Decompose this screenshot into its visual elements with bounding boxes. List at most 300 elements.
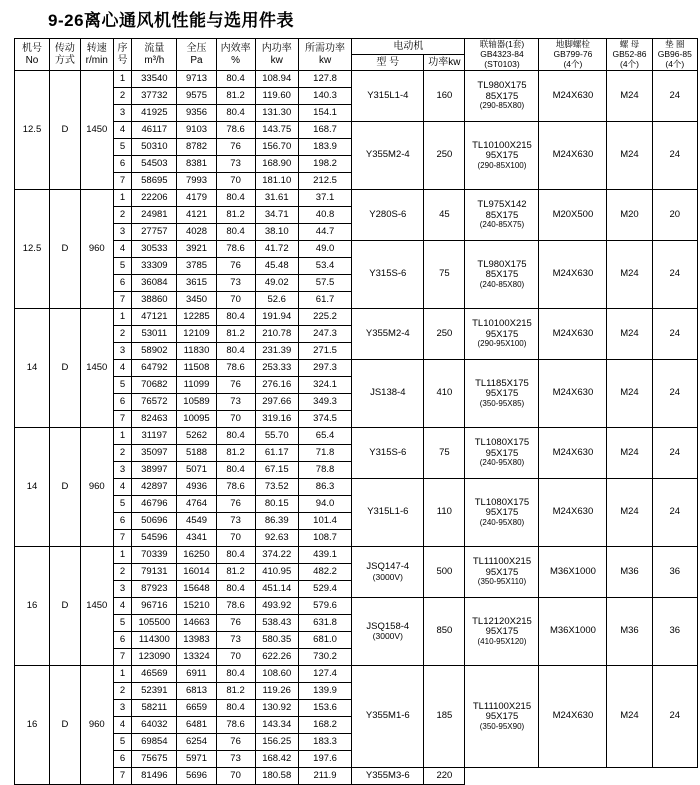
cell-flow: 53011 (132, 326, 177, 343)
cell-efficiency: 80.4 (216, 190, 255, 207)
fan-performance-table (14, 38, 698, 785)
cell-pressure: 5071 (177, 462, 216, 479)
cell-pressure: 5188 (177, 445, 216, 462)
cell-required-power: 139.9 (298, 683, 351, 700)
th-speed-l2: r/min (85, 54, 108, 66)
cell-coupling (465, 360, 539, 428)
th-pressure (177, 39, 216, 71)
coupling-size: 95X175 (485, 507, 519, 519)
cell-pressure: 9575 (177, 88, 216, 105)
cell-efficiency: 78.6 (216, 241, 255, 258)
cell-inner-power: 119.26 (255, 683, 298, 700)
cell-seq: 2 (113, 207, 132, 224)
cell-pressure: 15648 (177, 581, 216, 598)
cell-inner-power: 276.16 (255, 377, 298, 394)
cell-anchor-bolt: M24X630 (539, 241, 607, 309)
coupling-detail: (410-95X120) (477, 636, 527, 646)
cell-efficiency: 80.4 (216, 581, 255, 598)
cell-pressure: 4179 (177, 190, 216, 207)
cell-required-power: 37.1 (298, 190, 351, 207)
cell-speed: 1450 (80, 547, 113, 666)
cell-required-power: 374.5 (298, 411, 351, 428)
cell-required-power: 349.3 (298, 394, 351, 411)
cell-required-power: 529.4 (298, 581, 351, 598)
cell-required-power: 212.5 (298, 173, 351, 190)
cell-anchor-bolt: M24X630 (539, 360, 607, 428)
cell-flow: 46796 (132, 496, 177, 513)
cell-nut: M36 (607, 547, 652, 598)
th-speed (80, 39, 113, 71)
cell-efficiency: 73 (216, 156, 255, 173)
coupling-type: TL1080X175 (474, 437, 530, 449)
cell-efficiency: 80.4 (216, 666, 255, 683)
cell-washer: 24 (652, 428, 697, 479)
th-machine-no-l2: No (25, 54, 39, 66)
cell-required-power: 211.9 (298, 768, 351, 785)
coupling-size: 85X175 (485, 90, 519, 102)
table-row (15, 122, 698, 139)
cell-drive: D (49, 309, 80, 428)
th-coupling-group (465, 39, 539, 71)
cell-anchor-bolt: M24X630 (539, 71, 607, 122)
cell-flow: 31197 (132, 428, 177, 445)
th-speed-l1: 转速 (86, 43, 107, 55)
cell-seq: 1 (113, 428, 132, 445)
coupling-size: 95X175 (485, 388, 519, 400)
cell-inner-power: 253.33 (255, 360, 298, 377)
cell-required-power: 140.3 (298, 88, 351, 105)
cell-pressure: 4121 (177, 207, 216, 224)
cell-inner-power: 38.10 (255, 224, 298, 241)
cell-coupling (465, 71, 539, 122)
cell-washer: 24 (652, 360, 697, 428)
cell-seq: 7 (113, 649, 132, 666)
cell-pressure: 6813 (177, 683, 216, 700)
coupling-detail: (240-95X80) (479, 517, 525, 527)
th-motor-model: 型 号 (352, 55, 424, 71)
th-washer-l2: GB96-85 (657, 48, 692, 59)
cell-inner-power: 143.75 (255, 122, 298, 139)
cell-efficiency: 70 (216, 292, 255, 309)
cell-pressure: 6659 (177, 700, 216, 717)
cell-washer: 24 (652, 666, 697, 768)
cell-inner-power: 55.70 (255, 428, 298, 445)
cell-efficiency: 73 (216, 751, 255, 768)
cell-motor-power: 500 (424, 547, 465, 598)
motor-model-line: JSQ158-4 (366, 620, 410, 632)
cell-motor-power: 220 (424, 768, 465, 785)
cell-required-power: 153.6 (298, 700, 351, 717)
cell-inner-power: 61.17 (255, 445, 298, 462)
cell-motor-power: 45 (424, 190, 465, 241)
cell-motor-power: 250 (424, 122, 465, 190)
cell-speed: 960 (80, 666, 113, 785)
cell-inner-power: 210.78 (255, 326, 298, 343)
cell-pressure: 6481 (177, 717, 216, 734)
cell-efficiency: 81.2 (216, 207, 255, 224)
cell-flow: 50310 (132, 139, 177, 156)
table-row (15, 547, 698, 564)
cell-motor-power: 75 (424, 241, 465, 309)
cell-machine-no: 12.5 (15, 71, 50, 190)
coupling-size: 95X175 (485, 711, 519, 723)
cell-efficiency: 81.2 (216, 88, 255, 105)
cell-seq: 2 (113, 326, 132, 343)
cell-motor-model (352, 547, 424, 598)
cell-flow: 24981 (132, 207, 177, 224)
cell-seq: 6 (113, 513, 132, 530)
cell-required-power: 198.2 (298, 156, 351, 173)
cell-flow: 54503 (132, 156, 177, 173)
cell-nut: M24 (607, 666, 652, 768)
cell-efficiency: 80.4 (216, 343, 255, 360)
cell-efficiency: 70 (216, 768, 255, 785)
cell-pressure: 10095 (177, 411, 216, 428)
cell-seq: 3 (113, 700, 132, 717)
cell-required-power: 183.9 (298, 139, 351, 156)
cell-anchor-bolt: M36X1000 (539, 547, 607, 598)
cell-seq: 5 (113, 377, 132, 394)
cell-anchor-bolt: M24X630 (539, 122, 607, 190)
coupling-detail: (240-85X75) (479, 220, 525, 230)
cell-required-power: 247.3 (298, 326, 351, 343)
cell-motor-model (352, 122, 424, 190)
cell-motor-model (352, 479, 424, 547)
cell-motor-power: 850 (424, 598, 465, 666)
cell-required-power: 65.4 (298, 428, 351, 445)
th-machine-no-l1: 机号 (21, 43, 42, 55)
cell-required-power: 49.0 (298, 241, 351, 258)
cell-efficiency: 76 (216, 377, 255, 394)
cell-flow: 58695 (132, 173, 177, 190)
cell-coupling (465, 428, 539, 479)
cell-drive: D (49, 71, 80, 190)
coupling-type: TL10100X215 (472, 318, 532, 330)
cell-pressure: 16250 (177, 547, 216, 564)
cell-pressure: 5696 (177, 768, 216, 785)
cell-inner-power: 108.94 (255, 71, 298, 88)
cell-flow: 33540 (132, 71, 177, 88)
cell-flow: 54596 (132, 530, 177, 547)
cell-flow: 96716 (132, 598, 177, 615)
cell-pressure: 9356 (177, 105, 216, 122)
cell-pressure: 4341 (177, 530, 216, 547)
cell-required-power: 44.7 (298, 224, 351, 241)
cell-seq: 5 (113, 258, 132, 275)
cell-pressure: 8782 (177, 139, 216, 156)
cell-required-power: 183.3 (298, 734, 351, 751)
cell-flow: 50696 (132, 513, 177, 530)
cell-flow: 33309 (132, 258, 177, 275)
cell-coupling (465, 547, 539, 598)
cell-washer: 36 (652, 598, 697, 666)
cell-inner-power: 143.34 (255, 717, 298, 734)
coupling-type: TL11100X215 (472, 556, 532, 568)
cell-seq: 7 (113, 768, 132, 785)
cell-efficiency: 76 (216, 258, 255, 275)
cell-efficiency: 76 (216, 734, 255, 751)
cell-flow: 52391 (132, 683, 177, 700)
coupling-type: TL975X142 (477, 199, 527, 211)
cell-required-power: 579.6 (298, 598, 351, 615)
cell-flow: 47121 (132, 309, 177, 326)
cell-seq: 1 (113, 190, 132, 207)
cell-motor-power: 110 (424, 479, 465, 547)
cell-pressure: 4549 (177, 513, 216, 530)
motor-model-line: Y355M1-6 (365, 710, 410, 722)
cell-pressure: 6911 (177, 666, 216, 683)
cell-flow: 123090 (132, 649, 177, 666)
th-efficiency (216, 39, 255, 71)
cell-required-power: 197.6 (298, 751, 351, 768)
cell-inner-power: 180.58 (255, 768, 298, 785)
table-row (15, 309, 698, 326)
cell-inner-power: 191.94 (255, 309, 298, 326)
cell-inner-power: 73.52 (255, 479, 298, 496)
cell-efficiency: 78.6 (216, 122, 255, 139)
table-row (15, 190, 698, 207)
cell-required-power: 57.5 (298, 275, 351, 292)
motor-model-line: JS138-4 (370, 387, 406, 399)
cell-seq: 6 (113, 751, 132, 768)
cell-efficiency: 73 (216, 275, 255, 292)
th-required-power-l2: kw (318, 54, 332, 66)
coupling-type: TL1185X175 (475, 377, 529, 389)
cell-inner-power: 168.90 (255, 156, 298, 173)
cell-inner-power: 130.92 (255, 700, 298, 717)
cell-pressure: 11099 (177, 377, 216, 394)
cell-efficiency: 70 (216, 649, 255, 666)
th-drive-l2: 方式 (54, 54, 75, 66)
cell-seq: 1 (113, 547, 132, 564)
cell-required-power: 40.8 (298, 207, 351, 224)
cell-motor-power: 160 (424, 71, 465, 122)
cell-motor-power: 250 (424, 309, 465, 360)
cell-inner-power: 231.39 (255, 343, 298, 360)
cell-required-power: 94.0 (298, 496, 351, 513)
cell-required-power: 127.4 (298, 666, 351, 683)
cell-flow: 58902 (132, 343, 177, 360)
cell-required-power: 631.8 (298, 615, 351, 632)
cell-flow: 70682 (132, 377, 177, 394)
cell-motor-power: 75 (424, 428, 465, 479)
cell-efficiency: 80.4 (216, 700, 255, 717)
cell-seq: 3 (113, 105, 132, 122)
cell-efficiency: 80.4 (216, 547, 255, 564)
cell-motor-power: 185 (424, 666, 465, 768)
cell-motor-model (352, 428, 424, 479)
cell-efficiency: 81.2 (216, 564, 255, 581)
cell-inner-power: 31.61 (255, 190, 298, 207)
cell-inner-power: 108.60 (255, 666, 298, 683)
cell-pressure: 12109 (177, 326, 216, 343)
cell-drive: D (49, 547, 80, 666)
cell-required-power: 225.2 (298, 309, 351, 326)
cell-nut: M20 (607, 190, 652, 241)
cell-efficiency: 76 (216, 496, 255, 513)
coupling-type: TL12120X215 (472, 615, 532, 627)
cell-efficiency: 80.4 (216, 105, 255, 122)
cell-seq: 2 (113, 88, 132, 105)
cell-seq: 7 (113, 173, 132, 190)
th-motor-group: 电动机 (352, 39, 465, 55)
cell-pressure: 4936 (177, 479, 216, 496)
motor-model-line: Y315S-6 (369, 446, 407, 458)
cell-anchor-bolt: M24X630 (539, 309, 607, 360)
cell-pressure: 14663 (177, 615, 216, 632)
cell-machine-no: 14 (15, 309, 50, 428)
cell-seq: 7 (113, 292, 132, 309)
cell-seq: 5 (113, 615, 132, 632)
cell-flow: 105500 (132, 615, 177, 632)
cell-nut: M24 (607, 241, 652, 309)
cell-motor-model (352, 71, 424, 122)
cell-inner-power: 49.02 (255, 275, 298, 292)
cell-seq: 5 (113, 496, 132, 513)
cell-seq: 2 (113, 564, 132, 581)
table-head (15, 39, 698, 71)
cell-required-power: 86.3 (298, 479, 351, 496)
cell-efficiency: 81.2 (216, 445, 255, 462)
page-title: 9-26离心通风机性能与选用件表 (48, 11, 295, 30)
cell-flow: 79131 (132, 564, 177, 581)
cell-coupling (465, 598, 539, 666)
cell-inner-power: 538.43 (255, 615, 298, 632)
table-row (15, 241, 698, 258)
cell-pressure: 3785 (177, 258, 216, 275)
th-coupling-l3: (ST0103) (484, 58, 520, 69)
cell-pressure: 9713 (177, 71, 216, 88)
cell-inner-power: 45.48 (255, 258, 298, 275)
cell-coupling (465, 122, 539, 190)
th-nut-group (607, 39, 652, 71)
cell-seq: 3 (113, 581, 132, 598)
th-required-power-l1: 所需功率 (305, 43, 346, 55)
cell-inner-power: 156.70 (255, 139, 298, 156)
cell-speed: 1450 (80, 309, 113, 428)
cell-efficiency: 78.6 (216, 360, 255, 377)
cell-efficiency: 80.4 (216, 309, 255, 326)
cell-required-power: 108.7 (298, 530, 351, 547)
cell-inner-power: 181.10 (255, 173, 298, 190)
cell-anchor-bolt: M24X630 (539, 666, 607, 768)
cell-pressure: 11508 (177, 360, 216, 377)
cell-pressure: 3615 (177, 275, 216, 292)
cell-flow: 38860 (132, 292, 177, 309)
cell-inner-power: 80.15 (255, 496, 298, 513)
cell-seq: 4 (113, 241, 132, 258)
cell-pressure: 3450 (177, 292, 216, 309)
coupling-type: TL1080X175 (474, 496, 530, 508)
cell-coupling (465, 190, 539, 241)
cell-efficiency: 76 (216, 615, 255, 632)
th-seq (113, 39, 132, 71)
th-drive-l1: 传动 (54, 43, 75, 55)
cell-flow: 27757 (132, 224, 177, 241)
th-inner-power-l1: 内功率 (261, 43, 292, 55)
th-efficiency-l2: % (231, 54, 241, 66)
cell-seq: 3 (113, 343, 132, 360)
coupling-type: TL980X175 (477, 258, 527, 270)
cell-seq: 6 (113, 275, 132, 292)
th-nut-l3: (4个) (620, 58, 639, 69)
cell-seq: 4 (113, 479, 132, 496)
motor-model-line: Y280S-6 (369, 208, 407, 220)
cell-seq: 6 (113, 156, 132, 173)
th-washer-group (652, 39, 697, 71)
cell-flow: 76572 (132, 394, 177, 411)
coupling-size: 95X175 (485, 150, 519, 162)
cell-seq: 5 (113, 734, 132, 751)
motor-model-line: Y315S-6 (369, 268, 407, 280)
cell-pressure: 13983 (177, 632, 216, 649)
coupling-type: TL980X175 (477, 80, 527, 92)
motor-model-line: JSQ147-4 (366, 561, 410, 573)
cell-motor-model (352, 666, 424, 768)
cell-flow: 41925 (132, 105, 177, 122)
cell-required-power: 681.0 (298, 632, 351, 649)
cell-seq: 4 (113, 717, 132, 734)
cell-flow: 46117 (132, 122, 177, 139)
table-row (15, 71, 698, 88)
cell-inner-power: 131.30 (255, 105, 298, 122)
cell-seq: 1 (113, 71, 132, 88)
cell-drive: D (49, 190, 80, 309)
cell-motor-model (352, 768, 424, 785)
cell-pressure: 13324 (177, 649, 216, 666)
cell-required-power: 271.5 (298, 343, 351, 360)
cell-anchor-bolt: M24X630 (539, 479, 607, 547)
cell-pressure: 4764 (177, 496, 216, 513)
th-seq-l2: 号 (117, 54, 128, 66)
th-anchor-bolt-group (539, 39, 607, 71)
cell-efficiency: 78.6 (216, 598, 255, 615)
cell-efficiency: 81.2 (216, 326, 255, 343)
cell-drive: D (49, 666, 80, 785)
cell-seq: 1 (113, 309, 132, 326)
cell-flow: 114300 (132, 632, 177, 649)
th-drive (49, 39, 80, 71)
cell-efficiency: 73 (216, 632, 255, 649)
cell-required-power: 168.2 (298, 717, 351, 734)
cell-nut: M24 (607, 479, 652, 547)
cell-efficiency: 70 (216, 530, 255, 547)
cell-inner-power: 34.71 (255, 207, 298, 224)
cell-flow: 36084 (132, 275, 177, 292)
cell-inner-power: 52.6 (255, 292, 298, 309)
cell-motor-model (352, 190, 424, 241)
cell-washer: 24 (652, 122, 697, 190)
cell-flow: 37732 (132, 88, 177, 105)
cell-speed: 960 (80, 428, 113, 547)
cell-efficiency: 78.6 (216, 479, 255, 496)
cell-required-power: 168.7 (298, 122, 351, 139)
cell-machine-no: 16 (15, 547, 50, 666)
cell-efficiency: 81.2 (216, 683, 255, 700)
motor-model-line: Y355M2-4 (365, 327, 410, 339)
th-coupling-l2: GB4323-84 (480, 48, 524, 59)
cell-motor-model (352, 598, 424, 666)
cell-required-power: 78.8 (298, 462, 351, 479)
cell-anchor-bolt: M36X1000 (539, 598, 607, 666)
cell-required-power: 324.1 (298, 377, 351, 394)
cell-inner-power: 67.15 (255, 462, 298, 479)
coupling-detail: (350-95X110) (477, 577, 527, 587)
cell-inner-power: 493.92 (255, 598, 298, 615)
cell-flow: 87923 (132, 581, 177, 598)
cell-inner-power: 119.60 (255, 88, 298, 105)
th-efficiency-l1: 内效率 (220, 43, 251, 55)
